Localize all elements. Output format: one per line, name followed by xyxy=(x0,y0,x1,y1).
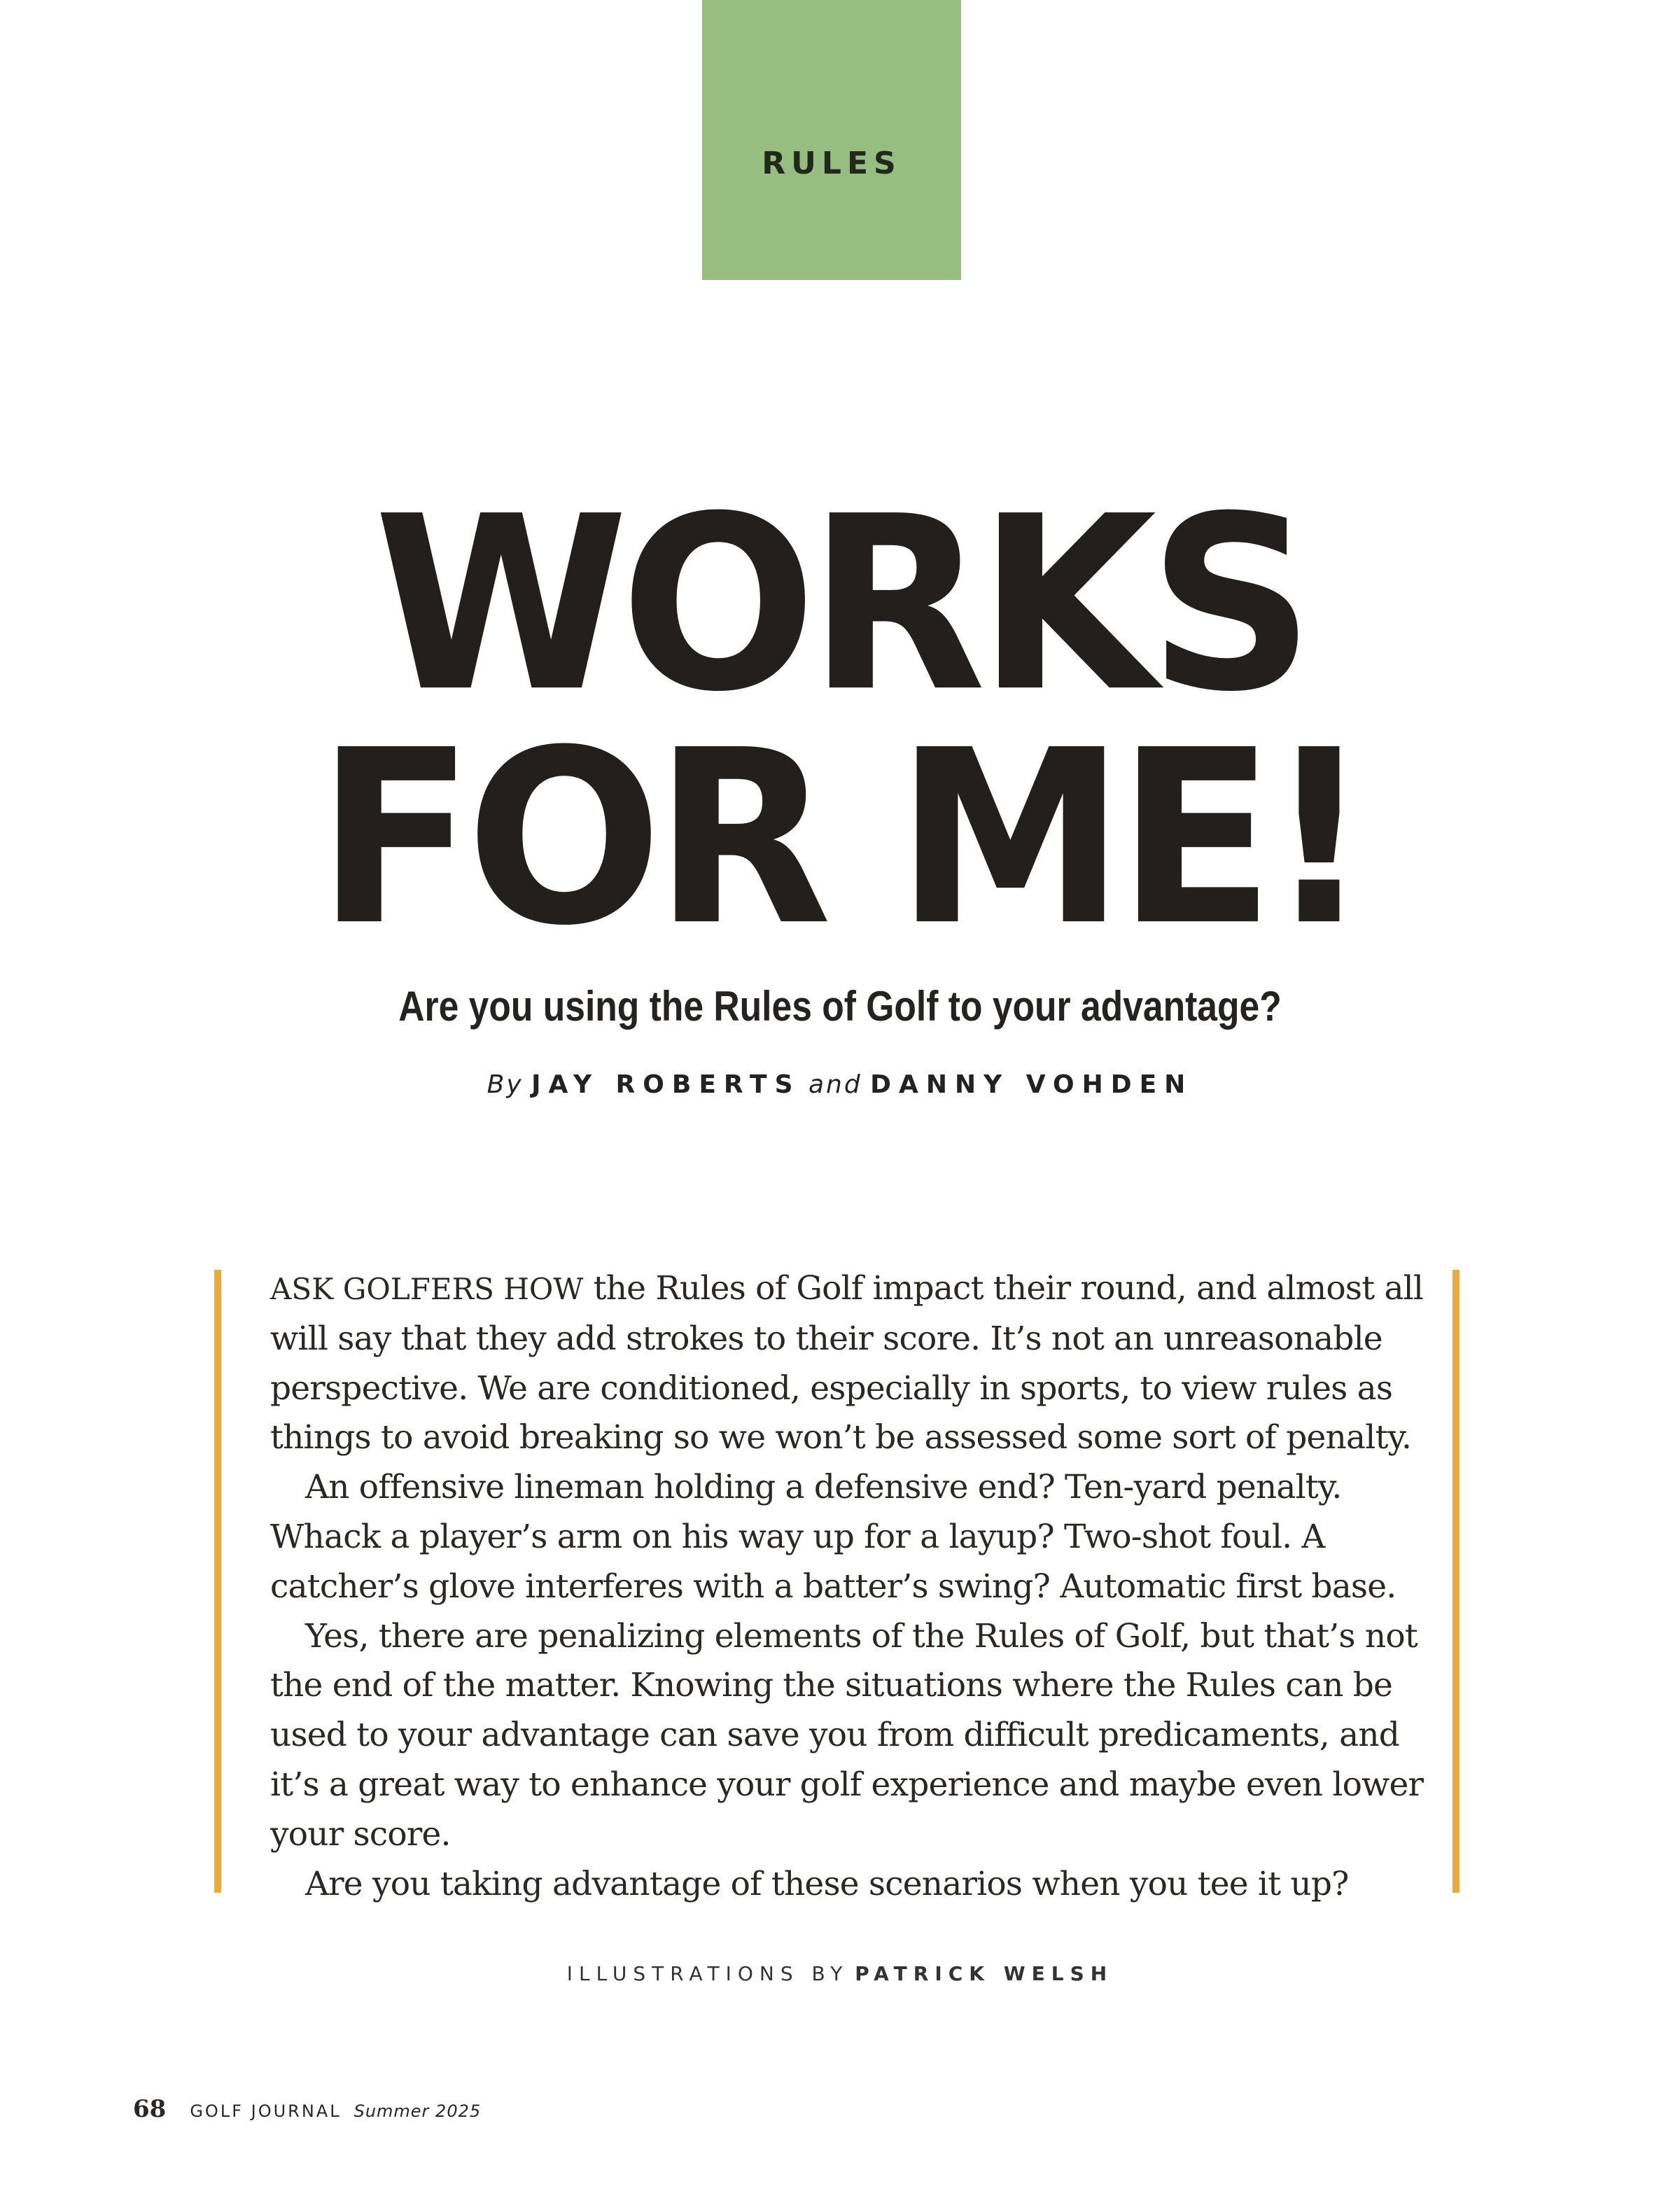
intro-paragraph-3: Yes, there are penalizing elements of the Rules of Golf, but that’s not the end of the matter. Knowing the situations where the Rules can be used to your advantage can save you from difficult predicaments, and it’s a great way to enhance your golf experience and maybe even lower your score. xyxy=(270,1616,1424,1854)
credit-label: ILLUSTRATIONS BY xyxy=(566,1962,849,1985)
issue-date: Summer 2025 xyxy=(354,2101,482,2121)
intro-lead-in: ASK GOLFERS HOW xyxy=(270,1272,584,1306)
magazine-name: GOLF JOURNAL xyxy=(190,2101,342,2121)
section-tab xyxy=(702,0,961,280)
intro-paragraph-1-text: the Rules of Golf impact their round, and almost all will say that they add strokes to their score. It’s not an unreasonable perspective. We are conditioned, especially in sports, to view rules as things to avoid breaking so we won’t be assessed some sort of penalty. xyxy=(270,1269,1424,1457)
accent-bar-right xyxy=(1452,1270,1460,1893)
credit-name: PATRICK WELSH xyxy=(855,1962,1114,1985)
intro-paragraph-4: Are you taking advantage of these scenarios when you tee it up? xyxy=(305,1864,1349,1903)
accent-bar-left xyxy=(214,1270,221,1893)
headline-line-1: WORKS xyxy=(373,464,1307,745)
byline-conjunction: and xyxy=(808,1070,862,1099)
intro-paragraph-1 xyxy=(270,1264,1432,1463)
byline-author-2: DANNY VOHDEN xyxy=(870,1070,1194,1099)
subheadline: Are you using the Rules of Golf to your advantage? xyxy=(398,983,1282,1030)
byline-author-1: JAY ROBERTS xyxy=(531,1070,801,1099)
page-number: 68 xyxy=(133,2095,167,2123)
intro-paragraph-2: An offensive lineman holding a defensive end? Ten-yard penalty. Whack a player’s arm on his way up for a layup? Two-shot foul. A catcher’s glove interferes with a batter’s swing? Automatic first base. xyxy=(270,1468,1396,1606)
page-folio xyxy=(133,2092,481,2127)
headline-line-2: FOR ME! xyxy=(316,698,1364,979)
byline-prefix: By xyxy=(486,1070,524,1099)
byline xyxy=(0,1065,1680,1105)
illustration-credit xyxy=(0,1960,1680,1988)
intro-text xyxy=(270,1264,1432,1909)
section-label: RULES xyxy=(762,146,902,181)
